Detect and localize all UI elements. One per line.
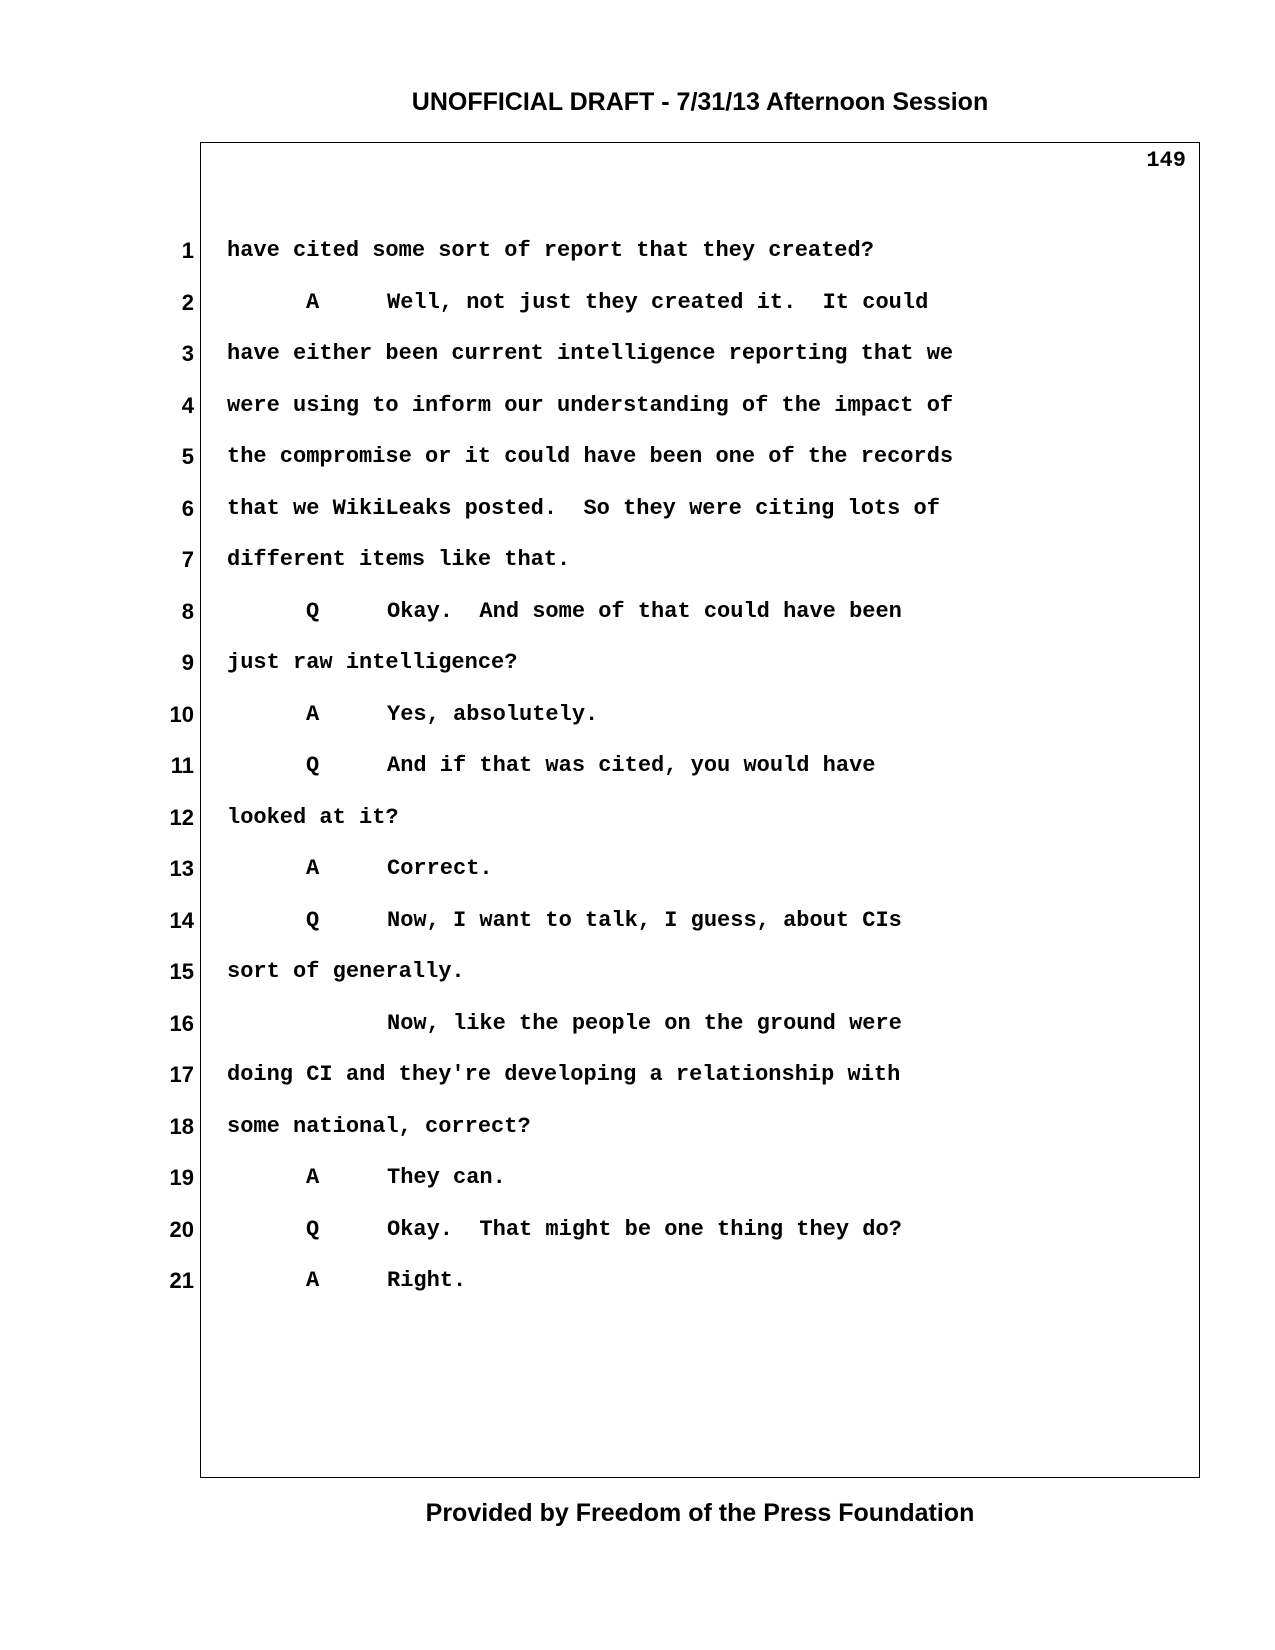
transcript-line <box>0 957 1275 987</box>
line-number: 16 <box>169 1010 194 1036</box>
transcript-line <box>0 854 1275 884</box>
transcript-line <box>0 803 1275 833</box>
transcript-line <box>0 1163 1275 1193</box>
line-text: Right. <box>387 1268 467 1293</box>
line-number: 1 <box>181 238 194 263</box>
line-text: have either been current intelligence reporting that we <box>227 341 954 366</box>
transcript-line <box>0 700 1275 730</box>
speaker-label: A <box>306 1268 320 1293</box>
line-text: Now, like the people on the ground were <box>387 1010 902 1036</box>
line-text: that we WikiLeaks posted. So they were citing lots of <box>227 495 940 521</box>
page-number: 149 <box>1146 148 1186 173</box>
transcript-line <box>0 1112 1275 1142</box>
line-text: different items like that. <box>227 547 571 572</box>
line-number: 3 <box>181 341 194 366</box>
line-text: some national, correct? <box>227 1113 531 1139</box>
line-number: 17 <box>169 1062 194 1087</box>
speaker-label: A <box>306 289 320 315</box>
transcript-line <box>0 236 1275 266</box>
transcript-line <box>0 288 1275 318</box>
speaker-label: Q <box>306 907 320 933</box>
line-text: looked at it? <box>227 804 399 830</box>
line-number: 21 <box>169 1268 194 1293</box>
transcript-line <box>0 545 1275 575</box>
line-number: 12 <box>169 804 194 830</box>
line-text: just raw intelligence? <box>227 650 518 675</box>
line-text: Now, I want to talk, I guess, about CIs <box>387 907 902 933</box>
line-number: 7 <box>181 547 194 572</box>
transcript-line <box>0 1215 1275 1245</box>
line-number: 11 <box>170 753 194 778</box>
line-number: 5 <box>181 444 194 469</box>
transcript-line <box>0 906 1275 936</box>
transcript-line <box>0 339 1275 369</box>
line-number: 19 <box>169 1165 194 1190</box>
line-text: Correct. <box>387 856 493 881</box>
speaker-label: Q <box>306 753 320 778</box>
line-number: 18 <box>169 1113 194 1139</box>
line-text: Okay. And some of that could have been <box>387 598 902 624</box>
line-number: 20 <box>169 1216 194 1242</box>
line-text: doing CI and they're developing a relationship with <box>227 1062 901 1087</box>
transcript-line <box>0 597 1275 627</box>
transcript-line <box>0 1266 1275 1296</box>
line-number: 9 <box>181 650 194 675</box>
line-text: the compromise or it could have been one of the records <box>227 444 954 469</box>
page-header-title: UNOFFICIAL DRAFT - 7/31/13 Afternoon Session <box>411 88 989 116</box>
line-text: Yes, absolutely. <box>387 701 599 727</box>
speaker-label: A <box>306 701 320 727</box>
transcript-line <box>0 751 1275 781</box>
page-footer: Provided by Freedom of the Press Foundation <box>425 1499 975 1527</box>
line-number: 15 <box>169 959 194 984</box>
line-text: And if that was cited, you would have <box>387 753 876 778</box>
line-number: 13 <box>169 856 194 881</box>
speaker-label: A <box>306 1165 320 1190</box>
transcript-line <box>0 1060 1275 1090</box>
transcript-line <box>0 442 1275 472</box>
speaker-label: Q <box>306 1216 320 1242</box>
speaker-label: A <box>306 856 320 881</box>
line-text: sort of generally. <box>227 959 465 984</box>
line-text: Well, not just they created it. It could <box>387 289 929 315</box>
speaker-label: Q <box>306 598 320 624</box>
line-number: 2 <box>181 289 194 315</box>
line-number: 8 <box>181 598 194 624</box>
line-text: have cited some sort of report that they created? <box>227 238 874 263</box>
transcript-line <box>0 1009 1275 1039</box>
line-number: 10 <box>169 701 194 727</box>
line-text: Okay. That might be one thing they do? <box>387 1216 902 1242</box>
transcript-line <box>0 648 1275 678</box>
transcript-line <box>0 391 1275 421</box>
line-number: 6 <box>181 495 194 521</box>
line-number: 4 <box>181 392 194 418</box>
line-text: They can. <box>387 1165 506 1190</box>
transcript-line <box>0 494 1275 524</box>
line-text: were using to inform our understanding of the impact of <box>227 392 954 418</box>
line-number: 14 <box>169 907 194 933</box>
